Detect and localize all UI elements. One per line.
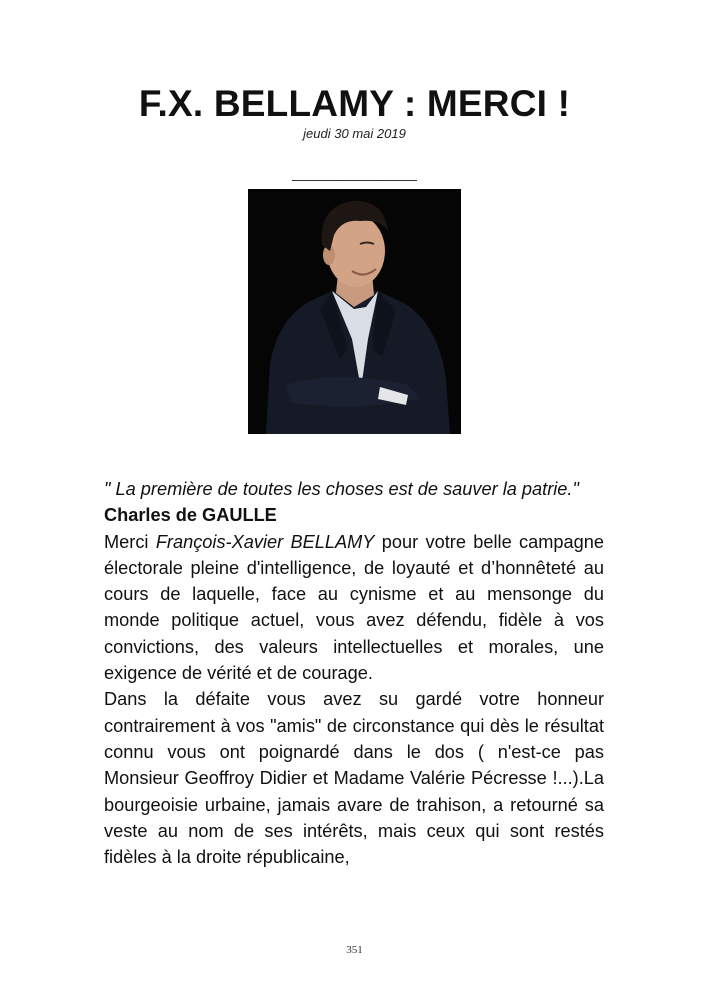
quote-author: Charles de GAULLE xyxy=(104,505,277,526)
page-number: 351 xyxy=(346,944,363,956)
post-date: jeudi 30 mai 2019 xyxy=(303,126,406,141)
portrait-photo xyxy=(248,189,461,434)
paragraph-thanks xyxy=(104,529,604,687)
bellamy-name: François-Xavier BELLAMY xyxy=(155,531,375,552)
paragraph-thanks-rest: pour votre belle campagne électorale pleine d'intelligence, de loyauté et d’honnêteté au cours de laquelle, face au cynisme et au mensonge du monde politique actuel, vous avez défendu, fidèle à vos convictions, des valeurs intellectuelles et morales, une exigence de vérité et de courage. xyxy=(104,531,604,684)
paragraph-thanks-lead: Merci xyxy=(104,531,156,552)
article-body xyxy=(104,476,604,870)
page-title: F.X. BELLAMY : MERCI ! xyxy=(138,83,571,124)
divider-line: ________________ xyxy=(292,165,417,181)
portrait-illustration xyxy=(248,189,461,434)
paragraph-defeat: Dans la défaite vous avez su gardé votre honneur contrairement à vos "amis" de circonstance qui dès le résultat connu vous ont poignardé dans le dos ( n'est-ce pas Monsieur Geoffroy Didier et Madame Valérie Pécresse !...).La bourgeoisie urbaine, jamais avare de trahison, a retourné sa veste au nom de ses intérêts, mais ceux qui sont restés fidèles à la droite républicaine, xyxy=(104,689,604,868)
epigraph-quote: " La première de toutes les choses est de sauver la patrie." xyxy=(104,479,579,499)
